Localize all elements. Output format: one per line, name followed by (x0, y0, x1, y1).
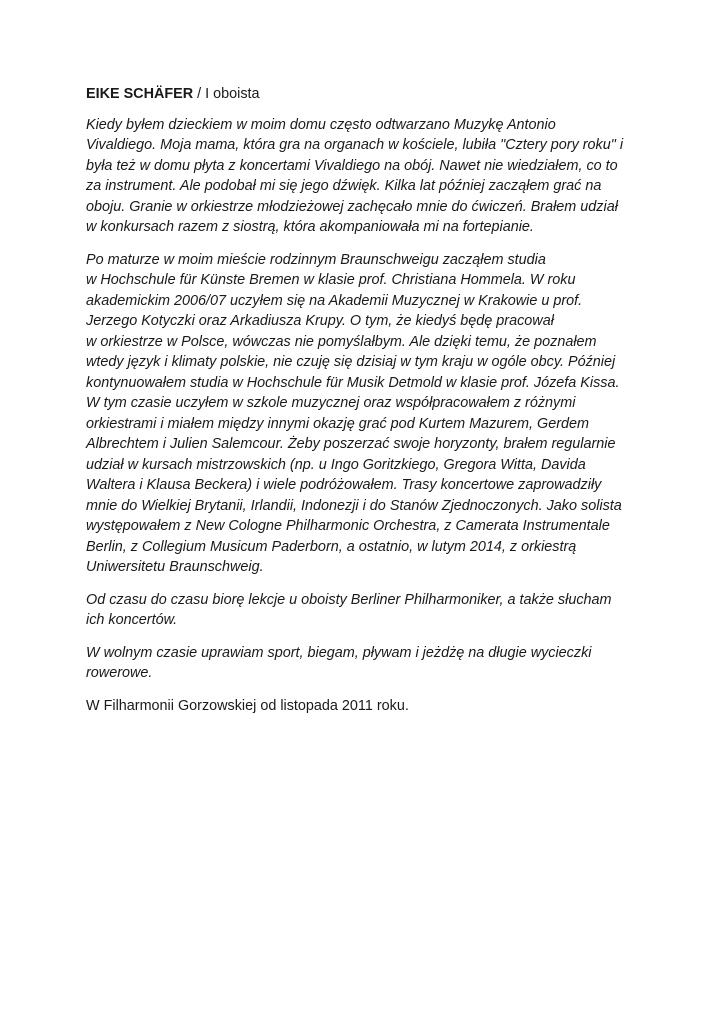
paragraph-hobbies (86, 643, 642, 684)
text-line: Uniwersitetu Braunschweig. (86, 559, 264, 575)
text-line: W tym czasie uczyłem w szkole muzycznej oraz współpracowałem z różnymi (86, 395, 576, 411)
text-line: za instrument. Ale podobał mi się jego dźwięk. Kilka lat później zacząłem grać na (86, 178, 602, 194)
text-line: W wolnym czasie uprawiam sport, biegam, pływam i jeżdżę na długie wycieczki (86, 644, 592, 661)
text-line: udział w kursach mistrzowskich (np. u Ingo Goritzkiego, Gregora Witta, Davida (86, 456, 586, 473)
text-line: Waltera i Klausa Beckera) i wiele podróżowałem. Trasy koncertowe zaprowadziły (86, 477, 602, 493)
heading-separator: / (193, 86, 206, 102)
closing-statement (86, 696, 642, 717)
text-line: W Filharmonii Gorzowskiej od listopada 2011 roku. (86, 697, 409, 714)
text-line: orkiestrami i miałem między innymi okazję grać pod Kurtem Mazurem, Gerdem (86, 415, 590, 432)
text-line: ich koncertów. (86, 612, 178, 628)
heading (86, 84, 642, 105)
text-line: wtedy język i klimaty polskie, nie czuję się dzisiaj w tym kraju w ogóle obcy. Później (86, 354, 616, 370)
text-line: Berlin, z Collegium Musicum Paderborn, a ostatnio, w lutym 2014, z orkiestrą (86, 538, 577, 555)
text-line: Od czasu do czasu biorę lekcje u oboisty Berliner Philharmoniker, a także słucham (86, 591, 612, 608)
text-line: Po maturze w moim mieście rodzinnym Braunschweigu zacząłem studia (86, 251, 546, 268)
text-line: występowałem z New Cologne Philharmonic Orchestra, z Camerata Instrumentale (86, 518, 610, 534)
text-line: w konkursach razem z siostrą, która akompaniowała mi na fortepianie. (86, 219, 534, 235)
text-line: akademickim 2006/07 uczyłem się na Akademii Muzycznej w Krakowie u prof. (86, 292, 583, 309)
text-line: była też w domu płyta z koncertami Vivaldiego na obój. Nawet nie wiedziałem, co to (86, 157, 618, 174)
document-body (86, 84, 642, 716)
text-line: rowerowe. (86, 665, 153, 681)
musician-role: I oboista (205, 86, 260, 102)
text-line: Albrechtem i Julien Salemcour. Żeby poszerzać swoje horyzonty, brałem regularnie (86, 436, 616, 452)
text-line: mnie do Wielkiej Brytanii, Irlandii, Indonezji i do Stanów Zjednoczonych. Jako solista (86, 497, 622, 514)
text-line: Kiedy byłem dzieckiem w moim domu często odtwarzano Muzykę Antonio (86, 116, 556, 133)
text-line: Vivaldiego. Moja mama, która gra na organach w kościele, lubiła "Cztery pory roku" i (86, 137, 624, 153)
text-line: oboju. Granie w orkiestrze młodzieżowej zachęcało mnie do ćwiczeń. Brałem udział (86, 198, 618, 215)
paragraph-career (86, 250, 642, 578)
text-line: kontynuowałem studia w Hochschule für Musik Detmold w klasie prof. Józefa Kissa. (86, 374, 620, 391)
musician-name: EIKE SCHÄFER (86, 86, 194, 102)
paragraph-lessons (86, 590, 642, 631)
text-line: Jerzego Kotyczki oraz Arkadiusza Krupy. O tym, że kiedyś będę pracował (86, 313, 554, 329)
text-line: w Hochschule für Künste Bremen w klasie prof. Christiana Hommela. W roku (86, 272, 576, 288)
text-line: w orkiestrze w Polsce, wówczas nie pomyślałbym. Ale dzięki temu, że poznałem (86, 333, 597, 350)
paragraph-childhood (86, 115, 642, 238)
